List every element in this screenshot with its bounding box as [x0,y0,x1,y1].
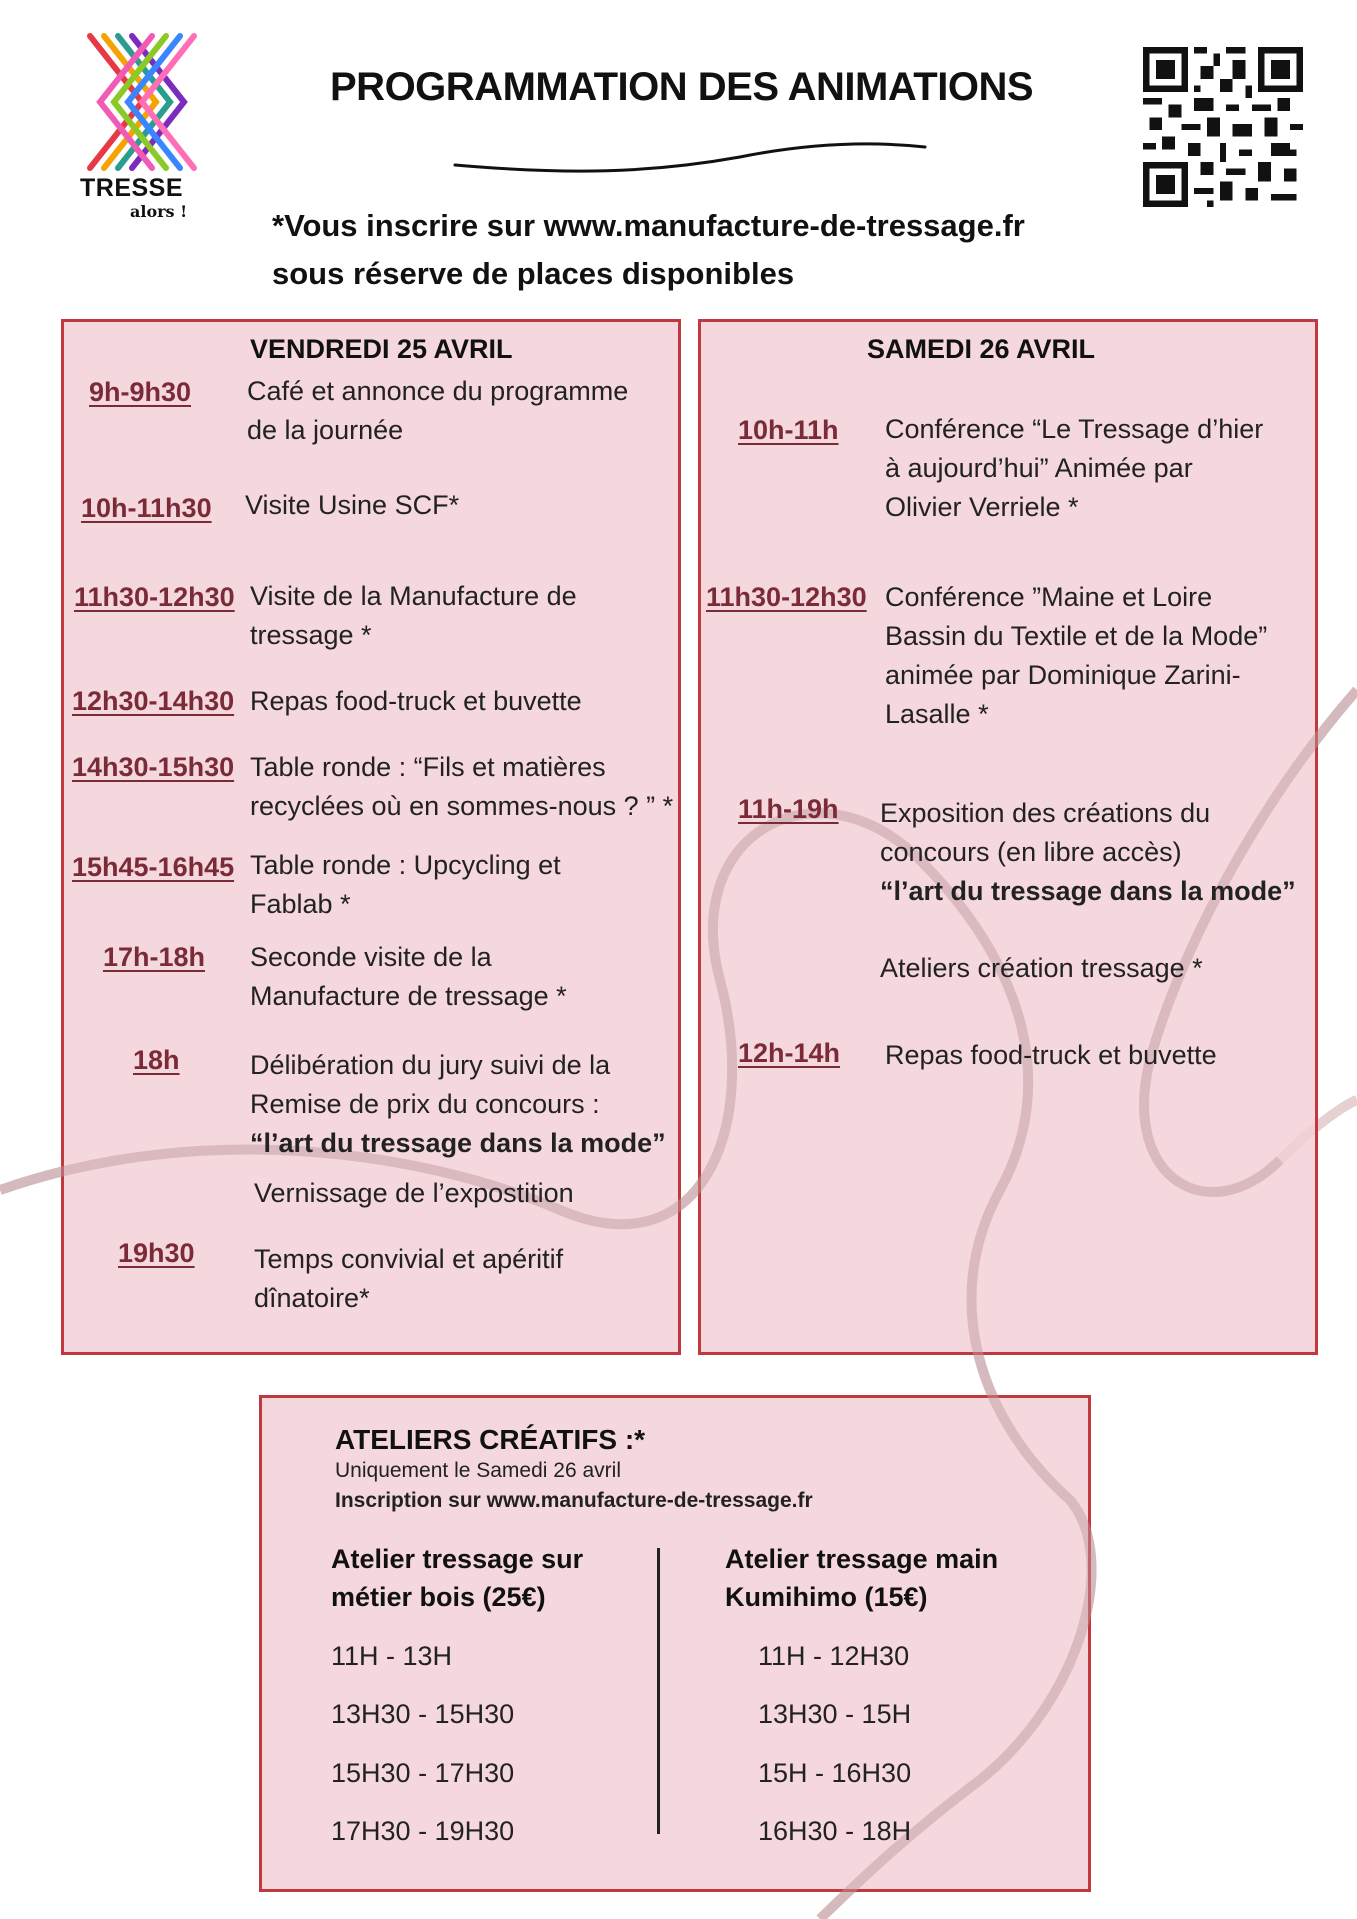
event-line-highlight: “l’art du tressage dans la mode” [880,876,1296,906]
time-slot: 13H30 - 15H30 [331,1699,515,1729]
ateliers-subtitle: Uniquement le Samedi 26 avril [335,1459,621,1482]
event-description [245,486,665,525]
friday-heading: VENDREDI 25 AVRIL [250,334,513,364]
atelier-metier-bois-heading [331,1540,583,1616]
time-label: 10h-11h [738,415,839,445]
event-line: recyclées où en sommes-nous ? ” * [250,791,674,821]
logo-text: TRESSE [80,174,184,202]
time-slot: 11H - 13H [331,1641,453,1671]
time-label: 18h [133,1045,180,1075]
event-line-highlight: “l’art du tressage dans la mode” [250,1128,666,1158]
event-line: Repas food-truck et buvette [250,686,582,716]
event-description [250,1046,680,1213]
atelier-heading-line: métier bois (25€) [331,1582,546,1612]
event-line: concours (en libre accès) [880,837,1182,867]
event-line: Table ronde : “Fils et matières [250,752,606,782]
registration-line-2: sous réserve de places disponibles [272,256,795,291]
event-description [254,1240,674,1318]
event-description [250,682,670,721]
ateliers-title: ATELIERS CRÉATIFS :* [335,1424,646,1455]
event-line: Lasalle * [885,699,989,729]
event-line: Seconde visite de la [250,942,492,972]
column-divider [657,1548,660,1834]
time-label: 9h-9h30 [89,377,192,407]
event-line: Délibération du jury suivi de la [250,1050,611,1080]
atelier-heading-line: Atelier tressage sur [331,1544,584,1574]
event-line: tressage * [250,620,372,650]
time-label: 11h-19h [738,794,839,824]
time-label: 14h30-15h30 [72,752,235,782]
event-description [250,846,670,924]
event-line: Exposition des créations du [880,798,1211,828]
ateliers-registration: Inscription sur www.manufacture-de-tressage.fr [335,1489,813,1512]
time-slot: 13H30 - 15H [758,1699,912,1729]
event-description [250,748,680,826]
event-line: Visite de la Manufacture de [250,581,577,611]
event-line: de la journée [247,415,404,445]
event-description [885,1036,1305,1075]
event-line: Table ronde : Upcycling et [250,850,561,880]
time-slot: 17H30 - 19H30 [331,1816,515,1846]
event-line: Manufacture de tressage * [250,981,567,1011]
time-label: 15h45-16h45 [72,852,235,882]
time-slot: 15H30 - 17H30 [331,1758,515,1788]
event-description [247,372,667,450]
time-label: 10h-11h30 [81,493,212,523]
event-line: animée par Dominique Zarini- [885,660,1241,690]
logo-tagline: alors ! [130,202,188,221]
saturday-heading: SAMEDI 26 AVRIL [867,334,1096,364]
time-label: 11h30-12h30 [74,582,235,612]
time-label: 11h30-12h30 [706,582,867,612]
time-slot: 16H30 - 18H [758,1816,912,1846]
time-label: 12h-14h [738,1038,841,1068]
time-slot: 11H - 12H30 [758,1641,910,1671]
page-title: PROGRAMMATION DES ANIMATIONS [330,65,1034,109]
event-line: Conférence “Le Tressage d’hier [885,414,1264,444]
registration-line-1: *Vous inscrire sur www.manufacture-de-tressage.fr [272,208,1025,243]
event-description [250,577,670,655]
event-line: Temps convivial et apéritif [254,1244,564,1274]
event-line: Bassin du Textile et de la Mode” [885,621,1268,651]
time-label: 17h-18h [103,942,206,972]
registration-note [272,202,1172,298]
event-line: Vernissage de l’expostition [254,1178,574,1208]
event-description [880,794,1310,988]
title-swoosh-icon [450,135,930,185]
event-description [885,578,1315,734]
event-line: Remise de prix du concours : [250,1089,600,1119]
event-description [885,410,1305,527]
event-line: Ateliers création tressage * [880,953,1203,983]
atelier-heading-line: Kumihimo (15€) [725,1582,928,1612]
time-label: 19h30 [118,1238,195,1268]
logo [80,32,210,222]
event-line: Conférence ”Maine et Loire [885,582,1213,612]
atelier-kumihimo-heading [725,1540,998,1616]
tresse-logo-icon [82,32,202,172]
event-description [250,938,670,1016]
event-line: Café et annonce du programme [247,376,629,406]
event-line: Repas food-truck et buvette [885,1040,1217,1070]
atelier-heading-line: Atelier tressage main [725,1544,999,1574]
event-line: dînatoire* [254,1283,370,1313]
event-line: Fablab * [250,889,351,919]
qr-code-icon [1143,47,1303,207]
time-slot: 15H - 16H30 [758,1758,912,1788]
time-label: 12h30-14h30 [72,686,235,716]
event-line: à aujourd’hui” Animée par [885,453,1193,483]
event-line: Visite Usine SCF* [245,490,460,520]
event-line: Olivier Verriele * [885,492,1079,522]
